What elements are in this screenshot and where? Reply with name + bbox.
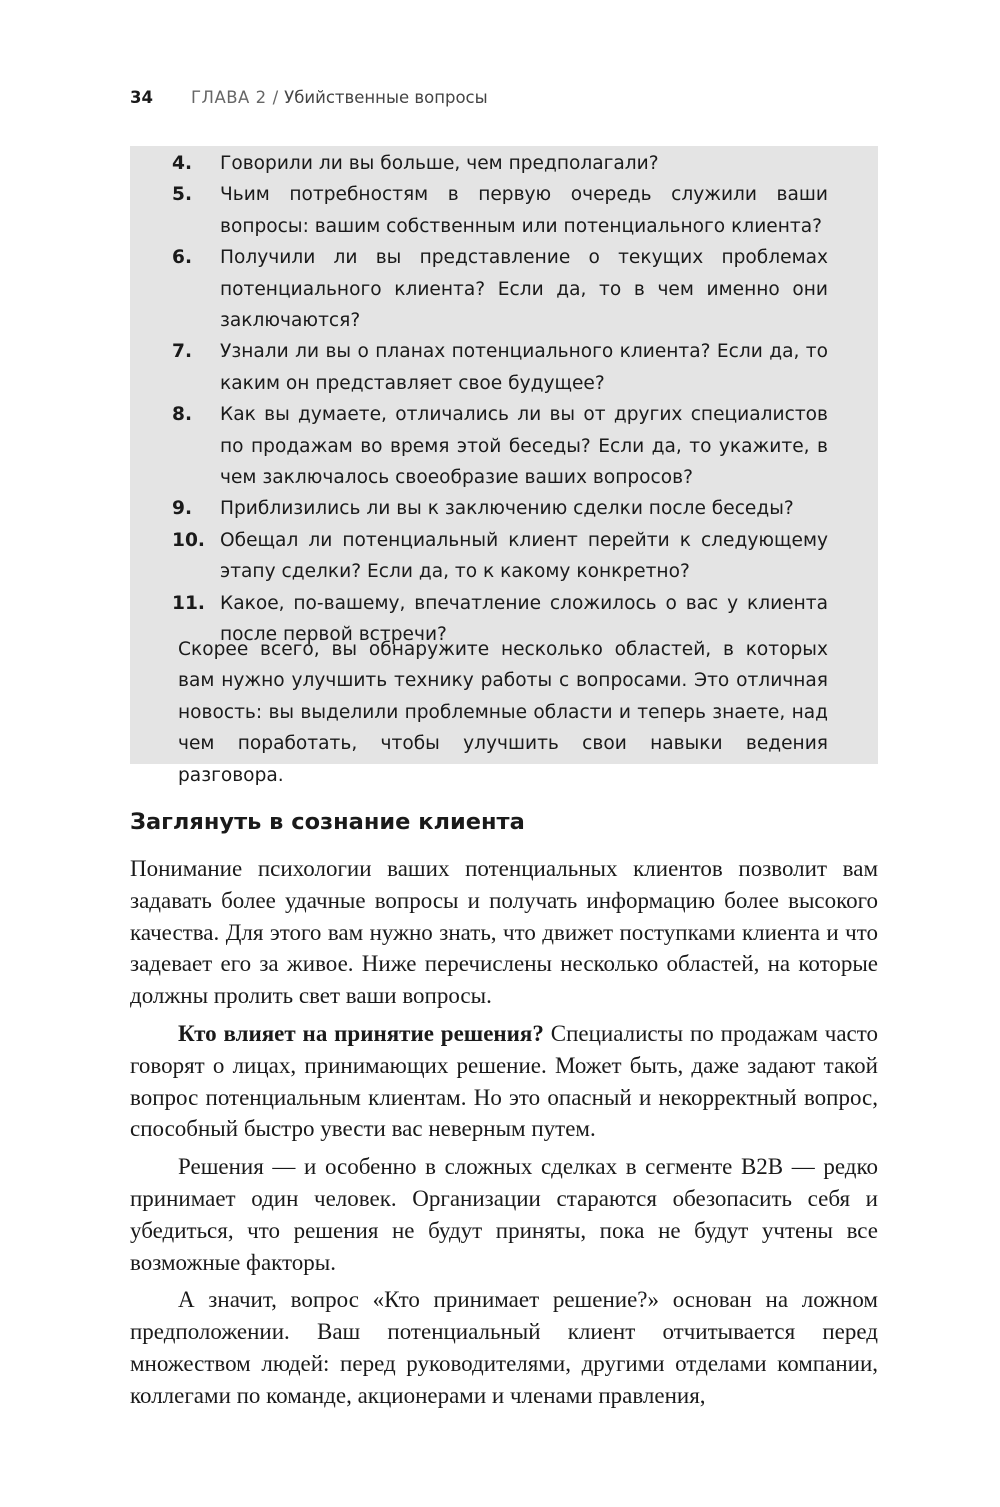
body-paragraph: Понимание психологии ваших потенциальных клиентов позволит вам задавать более удачные вопросы и получать информацию более высокого качества. Для этого вам нужно знать, что движет поступками клиента и что задевает его за живое. Ниже перечислены несколько областей, на которые должны пролить свет ваши вопросы. (130, 856, 878, 1009)
question-text: Узнали ли вы о планах потенциального клиента? Если да, то каким он представляет свое будущее? (220, 341, 828, 394)
question-item (130, 525, 878, 588)
question-text: Чьим потребностям в первую очередь служили ваши вопросы: вашим собственным или потенциального клиента? (220, 184, 828, 237)
question-item (130, 242, 878, 336)
question-number: 11. (172, 592, 205, 614)
chapter-title: Убийственные вопросы (284, 88, 488, 107)
question-number: 4. (172, 153, 193, 174)
paragraph-text: Специалисты по продажам часто говорят о лицах, принимающих решение. Может быть, даже задают такой вопрос потенциальным клиентам. Но это опасный и некорректный вопрос, способный быстро увести вас неверным путем. (130, 1020, 878, 1142)
box-conclusion: Скорее всего, вы обнаружите несколько областей, в которых вам нужно улучшить технику работы с вопросами. Это отличная новость: вы выделили проблемные области и теперь знаете, над чем поработать, чтобы улучшить свои навыки ведения разговора. (178, 639, 828, 786)
body-paragraph: Решения — и особенно в сложных сделках в сегменте B2B — редко принимает один человек. Организации стараются обезопасить себя и убедиться, что решения не будут приняты, пока не будут учтены все возможные факторы. (130, 1154, 878, 1275)
running-header (130, 88, 488, 107)
question-number: 8. (172, 404, 193, 426)
question-item (130, 179, 878, 242)
question-text: Обещал ли потенциальный клиент перейти к следующему этапу сделки? Если да, то к какому конкретно? (220, 529, 828, 583)
question-item (130, 336, 878, 399)
question-number: 7. (172, 341, 193, 363)
page-number: 34 (130, 88, 153, 107)
question-number: 5. (172, 184, 193, 206)
section-heading: Заглянуть в сознание клиента (130, 809, 525, 835)
header-separator: / (272, 88, 279, 107)
question-item (130, 399, 878, 493)
question-text: Как вы думаете, отличались ли вы от других специалистов по продажам во время этой беседы? Если да, то укажите, в чем заключалось своеобразие ваших вопросов? (220, 404, 828, 489)
question-list (130, 148, 878, 651)
question-text: Приблизились ли вы к заключению сделки после беседы? (220, 498, 794, 520)
question-item (130, 493, 878, 524)
question-text: Какое, по-вашему, впечатление сложилось о вас у клиента после первой встречи? (220, 592, 828, 646)
body-text (130, 853, 878, 1418)
body-paragraph: А значит, вопрос «Кто принимает решение?» основан на ложном предположении. Ваш потенциальный клиент отчитывается перед множеством людей: перед руководителями, другими отделами компании, коллегами по команде, акционерами и членами правления, (130, 1287, 878, 1408)
chapter-label: ГЛАВА 2 (190, 88, 267, 107)
question-text: Получили ли вы представление о текущих проблемах потенциального клиента? Если да, то в чем именно они заключаются? (220, 247, 828, 332)
body-paragraph (130, 1018, 878, 1145)
question-number: 6. (172, 247, 193, 269)
question-number: 9. (172, 498, 193, 520)
question-number: 10. (172, 529, 205, 551)
question-text: Говорили ли вы больше, чем предполагали? (220, 153, 659, 174)
question-item (130, 148, 878, 179)
inline-heading: Кто влияет на принятие решения? (178, 1020, 544, 1046)
